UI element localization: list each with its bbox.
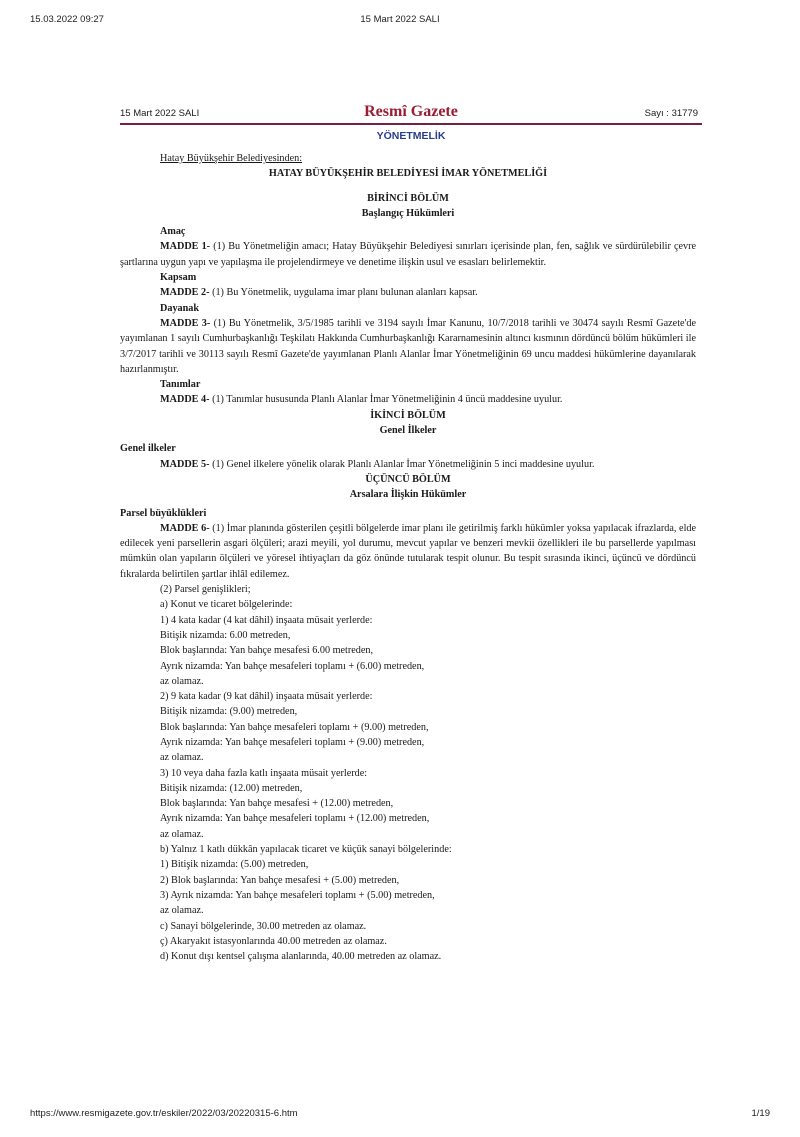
list-line: Ayrık nizamda: Yan bahçe mesafeleri toplamı + (6.00) metreden, [160, 660, 425, 672]
gazette-header [120, 101, 702, 125]
part2-heading: İKİNCİ BÖLÜM [370, 409, 446, 421]
list-line: (2) Parsel genişlikleri; [160, 584, 251, 596]
document-type: YÖNETMELİK [376, 130, 446, 142]
madde-3-label: MADDE 3- [160, 317, 211, 329]
print-page-title: 15 Mart 2022 SALI [360, 14, 440, 25]
dayanak-title: Dayanak [160, 302, 200, 314]
list-line: 1) 4 kata kadar (4 kat dâhil) inşaata müsait yerlerde: [160, 614, 373, 626]
madde-1-text: (1) Bu Yönetmeliğin amacı; Hatay Büyükşehir Belediyesi sınırları içerisinde plan, fen, sağlık ve sürdürülebilir çevre şartlarına uygun yapı ve yapılaşma ile projelendirmeye ve denetime ilişkin usul ve esasları belirlemektir. [120, 241, 697, 268]
gazette-date: 15 Mart 2022 SALI [120, 108, 200, 119]
list-line: c) Sanayi bölgelerinde, 30.00 metreden az olamaz. [160, 920, 367, 932]
kapsam-title: Kapsam [160, 272, 197, 284]
madde-2-label: MADDE 2- [160, 287, 210, 299]
document-title: HATAY BÜYÜKŞEHİR BELEDİYESİ İMAR YÖNETMELİĞİ [268, 168, 548, 180]
madde-6-text: (1) İmar planında gösterilen çeşitli bölgelerde imar planı ile getirilmiş farklı hükümler yoksa yapılacak ifrazlarda, elde edilecek yeni parsellerin asgari ölçüleri; arazi meyili, yol durumu, mevcut yapılar ve benzeri mevkii özellikleri ile bu parsellerde yapılması mümkün olan yapıların ölçüleri ve yöresel ihtiyaçları da göz önünde tutularak tespit olunur. Bu tespit sırasında ikinci, üçüncü ve dördüncü fıkralarda belirtilen şartlar ihlâl edilemez. [120, 522, 697, 580]
list-line: Blok başlarında: Yan bahçe mesafesi + (12.00) metreden, [160, 798, 394, 810]
list-line: Blok başlarında: Yan bahçe mesafesi 6.00 metreden, [160, 645, 374, 657]
part3-subheading: Arsalara İlişkin Hükümler [349, 489, 467, 501]
tanimlar-title: Tanımlar [160, 379, 201, 391]
madde-3-text: (1) Bu Yönetmelik, 3/5/1985 tarihli ve 3194 sayılı İmar Kanunu, 10/7/2018 tarihli ve 30474 sayılı Resmî Gazete'de yayımlanan 1 sayılı Cumhurbaşkanlığı Teşkilatı Hakkında Cumhurbaşkanlığı Kararnamesinin altıncı kısmının dördüncü bölüm hükümleri ile 3/7/2017 tarihli ve 30113 sayılı Resmî Gazete'de yayımlanan Planlı Alanlar İmar Yönetmeliğinin 69 uncu maddesi hükümlerine dayanılarak hazırlanmıştır. [120, 317, 696, 375]
list-line: a) Konut ve ticaret bölgelerinde: [160, 599, 293, 611]
list-line: 3) Ayrık nizamda: Yan bahçe mesafeleri toplamı + (5.00) metreden, [160, 889, 435, 901]
list-line: b) Yalnız 1 katlı dükkân yapılacak ticaret ve küçük sanayi bölgelerinde: [160, 844, 452, 856]
madde-4-label: MADDE 4- [160, 394, 210, 406]
list-line: Blok başlarında: Yan bahçe mesafeleri toplamı + (9.00) metreden, [160, 721, 429, 733]
print-timestamp: 15.03.2022 09:27 [30, 14, 104, 25]
list-line: 2) Blok başlarında: Yan bahçe mesafesi + (5.00) metreden, [160, 874, 400, 886]
gazette-issue: Sayı : 31779 [644, 108, 698, 119]
madde-4-text: (1) Tanımlar hususunda Planlı Alanlar İmar Yönetmeliğinin 4 üncü maddesine uyulur. [209, 394, 563, 406]
list-line: d) Konut dışı kentsel çalışma alanlarında, 40.00 metreden az olamaz. [160, 951, 442, 963]
madde-5-text: (1) Genel ilkelere yönelik olarak Planlı Alanlar İmar Yönetmeliğinin 5 inci maddesine uyulur. [209, 458, 595, 470]
genel-ilkeler-title: Genel ilkeler [120, 443, 176, 455]
parsel-title: Parsel büyüklükleri [120, 507, 207, 519]
madde-2 [120, 285, 696, 300]
part1-subheading: Başlangıç Hükümleri [361, 207, 455, 219]
list-line: ç) Akaryakıt istasyonlarında 40.00 metreden az olamaz. [160, 935, 387, 947]
madde-3 [120, 316, 696, 377]
list-line: 3) 10 veya daha fazla katlı inşaata müsait yerlerde: [160, 767, 368, 779]
part1-heading: BİRİNCİ BÖLÜM [367, 192, 449, 204]
amac-title: Amaç [160, 226, 186, 238]
list-line: Bitişik nizamda: (9.00) metreden, [160, 706, 298, 718]
document-body [120, 151, 696, 964]
madde-4 [120, 392, 696, 407]
madde-1 [120, 239, 696, 270]
page-number: 1/19 [751, 1108, 770, 1119]
print-footer [30, 1108, 770, 1122]
part2-subheading: Genel İlkeler [379, 425, 437, 437]
list-line: az olamaz. [160, 905, 204, 917]
list-line: Bitişik nizamda: (12.00) metreden, [160, 782, 303, 794]
list-line: Bitişik nizamda: 6.00 metreden, [160, 629, 291, 641]
madde-6 [120, 521, 696, 582]
list-line: Ayrık nizamda: Yan bahçe mesafeleri toplamı + (12.00) metreden, [160, 813, 430, 825]
madde-6-label: MADDE 6- [160, 522, 210, 534]
list-line: az olamaz. [160, 828, 204, 840]
print-header [30, 14, 770, 28]
page-url: https://www.resmigazete.gov.tr/eskiler/2022/03/20220315-6.htm [30, 1108, 298, 1119]
list-line: 2) 9 kata kadar (9 kat dâhil) inşaata müsait yerlerde: [160, 691, 373, 703]
list-line: Ayrık nizamda: Yan bahçe mesafeleri toplamı + (9.00) metreden, [160, 736, 425, 748]
list-line: az olamaz. [160, 752, 204, 764]
part3-heading: ÜÇÜNCÜ BÖLÜM [365, 473, 451, 485]
madde-5 [120, 457, 696, 472]
list-line: 1) Bitişik nizamda: (5.00) metreden, [160, 859, 309, 871]
list-line: az olamaz. [160, 675, 204, 687]
gazette-title: Resmî Gazete [364, 103, 458, 120]
issuer: Hatay Büyükşehir Belediyesinden: [160, 153, 303, 164]
madde-2-text: (1) Bu Yönetmelik, uygulama imar planı bulunan alanları kapsar. [209, 287, 478, 299]
madde-5-label: MADDE 5- [160, 458, 210, 470]
madde-1-label: MADDE 1- [160, 241, 211, 253]
